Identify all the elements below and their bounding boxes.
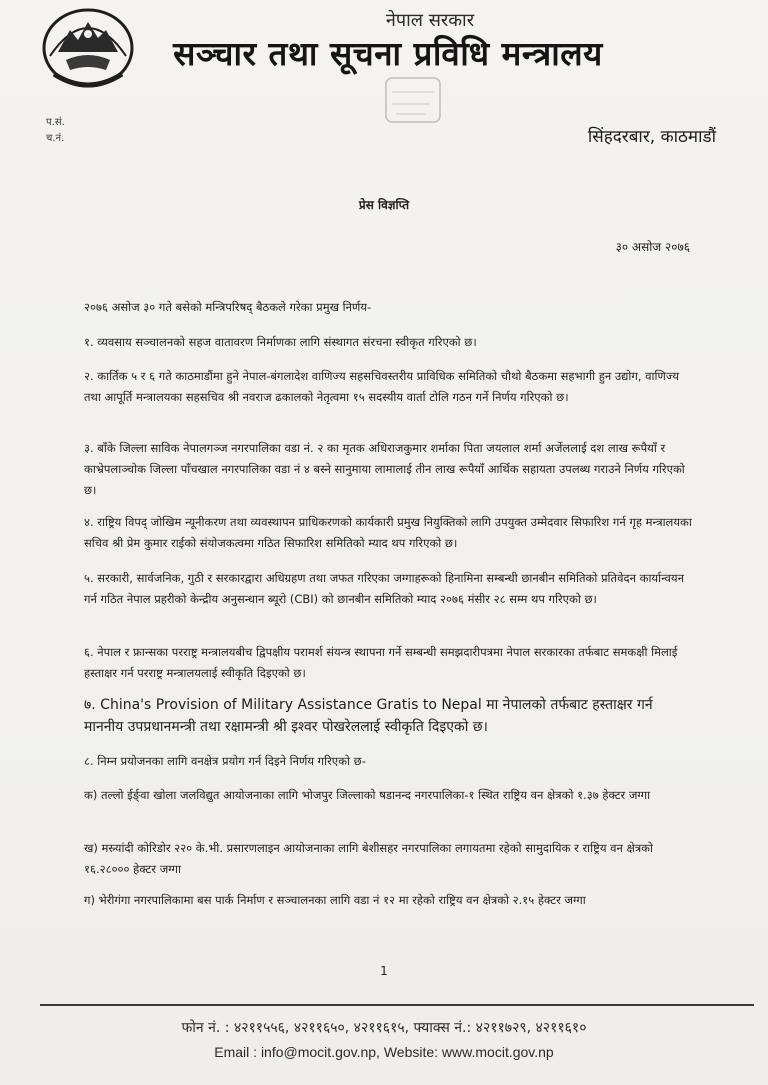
page-number: 1 <box>380 964 388 978</box>
document-date: ३० असोज २०७६ <box>615 240 690 254</box>
footer-email: Email : info@mocit.gov.np, Website: www.mocit.gov.np <box>214 1044 554 1060</box>
decision-subitem-ka: क) तल्लो ईर्ङ्वा खोला जलविद्युत आयोजनाका लागि भोजपुर जिल्लाको षडानन्द नगरपालिका-१ स्थित राष्ट्रिय वन क्षेत्रको १.३७ हेक्टर जग्गा <box>84 788 651 802</box>
footer-contact: फोन नं. : ४२११५५६, ४२११६५०, ४२११६१५, फ्याक्स नं.: ४२११७२९, ४२११६१० <box>181 1020 587 1036</box>
decision-item-4: ४. राष्ट्रिय विपद् जोखिम न्यूनीकरण तथा व्यवस्थापन प्राधिकरणको कार्यकारी प्रमुख नियुक्तिको लागि उपयुक्त उम्मेदवार सिफारिश गर्न गृह मन्त्रालयका सचिव श्री प्रेम कुमार राईको संयोजकत्वमा गठित सिफारिश समितिको म्याद थप गरिएको छ। <box>84 515 692 550</box>
decision-subitem-kha: ख) मस्र्यांदी कोरिडोर २२० के.भी. प्रसारणलाइन आयोजनाका लागि बेशीसहर नगरपालिका लगायतमा रहेको सामुदायिक र राष्ट्रिय वन क्षेत्रको १६.२८००० हेक्टर जग्गा <box>84 841 653 876</box>
decision-item-7: ७. China's Provision of Military Assistance Gratis to Nepal मा नेपालको तर्फबाट हस्ताक्षर गर्न माननीय उपप्रधानमन्त्री तथा रक्षामन्त्री श्री इश्वर पोखरेललाई स्वीकृति दिइएको छ। <box>84 697 653 735</box>
decision-item-3: ३. बाँके जिल्ला साविक नेपालगञ्ज नगरपालिका वडा नं. २ का मृतक अधिराजकुमार शर्माका पिता जयलाल शर्मा अर्जेललाई दश लाख रूपैयाँ र काभ्रेपलाञ्चोक जिल्ला पाँचखाल नगरपालिका वडा नं ४ बस्ने सानुमाया लामालाई तीन लाख रूपैयाँ आर्थिक सहायता उपलब्ध गराउने निर्णय गरिएको छ। <box>84 441 685 497</box>
reference-patra-label: प.सं. <box>46 117 65 128</box>
office-location: सिंहदरबार, काठमाडौं <box>587 127 716 147</box>
decision-item-2: २. कार्तिक ५ र ६ गते काठमाडौंमा हुने नेपाल-बंगलादेश वाणिज्य सहसचिवस्तरीय प्राविधिक समितिको चौथो बैठकमा सहभागी हुन उद्योग, वाणिज्य तथा आपूर्ति मन्त्रालयका सहसचिव श्री नवराज ढकालको नेतृत्वमा १५ सदस्यीय वार्ता टोलि गठन गर्ने निर्णय गरिएको छ। <box>84 369 680 404</box>
decision-item-6: ६. नेपाल र फ्रान्सका परराष्ट्र मन्त्रालयबीच द्विपक्षीय परामर्श संयन्त्र स्थापना गर्ने सम्बन्धी समझदारीपत्रमा नेपाल सरकारका तर्फबाट समकक्षी मिलाई हस्ताक्षर गर्न परराष्ट्र मन्त्रालयलाई स्वीकृति दिइएको छ। <box>84 645 678 680</box>
ministry-name: सञ्चार तथा सूचना प्रविधि मन्त्रालय <box>173 34 603 73</box>
intro-paragraph: २०७६ असोज ३० गते बसेको मन्त्रिपरिषद् बैठकले गरेका प्रमुख निर्णय- <box>84 300 372 314</box>
decision-item-5: ५. सरकारी, सार्वजनिक, गुठी र सरकारद्वारा अधिग्रहण तथा जफत गरिएका जग्गाहरूको हिनामिना सम्बन्धी छानबीन समितिको प्रतिवेदन कार्यान्वयन गर्न गठित नेपाल प्रहरीको केन्द्रीय अनुसन्धान ब्यूरो (CBI) को छानबीन समितिको म्याद २०७६ मंसीर २८ सम्म थप गरिएको छ। <box>84 571 684 606</box>
stamp-icon <box>382 72 444 128</box>
footer-divider <box>40 1004 754 1006</box>
document-title: प्रेस विज्ञप्ति <box>358 198 410 212</box>
decision-item-8: ८. निम्न प्रयोजनका लागि वनक्षेत्र प्रयोग गर्न दिइने निर्णय गरिएको छ- <box>84 754 366 768</box>
reference-chalani-label: च.नं. <box>46 133 65 144</box>
decision-item-1: १. व्यवसाय सञ्चालनको सहज वातावरण निर्माणका लागि संस्थागत संरचना स्वीकृत गरिएको छ। <box>84 335 477 349</box>
decision-subitem-ga: ग) भेरीगंगा नगरपालिकामा बस पार्क निर्माण र सञ्चालनका लागि वडा नं १२ मा रहेको राष्ट्रिय वन क्षेत्रको २.१५ हेक्टर जग्गा <box>84 893 586 907</box>
nepal-emblem-icon <box>36 4 140 90</box>
government-name: नेपाल सरकार <box>385 10 475 31</box>
